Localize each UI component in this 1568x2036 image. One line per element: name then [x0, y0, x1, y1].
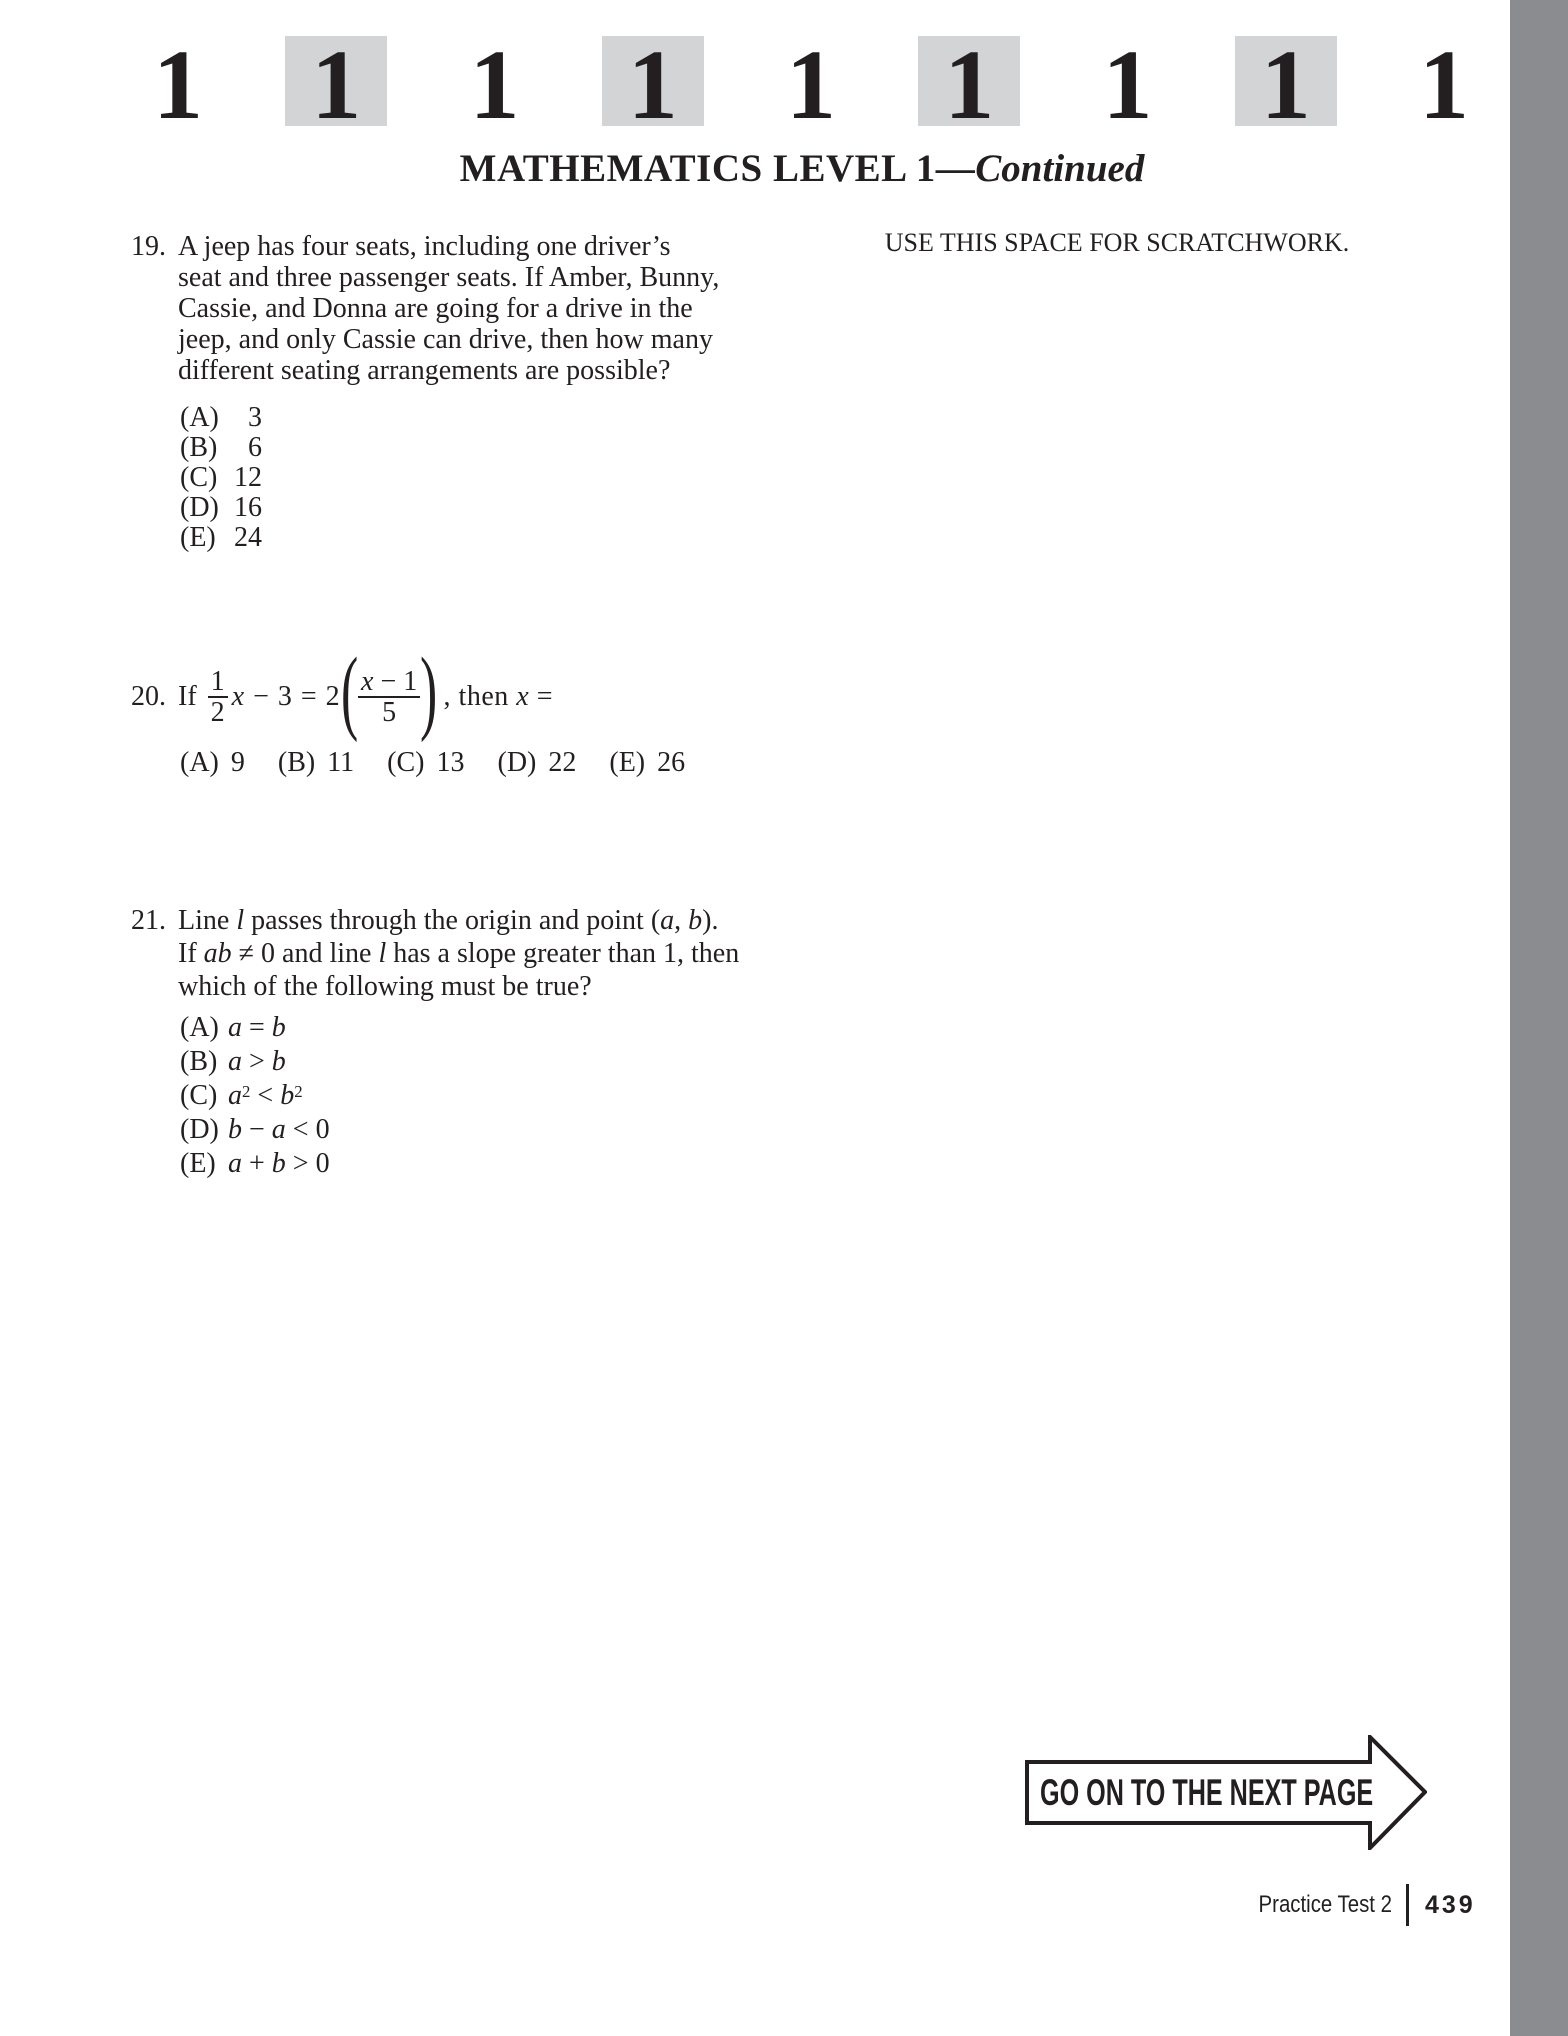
page-footer — [1235, 1884, 1476, 1926]
section-digit-text: 1 — [786, 29, 836, 140]
option-value: a > b — [228, 1046, 286, 1077]
option-value: 22 — [548, 747, 577, 778]
option-value: 26 — [657, 747, 686, 778]
option-label: (D) — [180, 1114, 219, 1145]
question-21-number: 21. — [131, 905, 166, 936]
section-digit — [444, 29, 546, 140]
section-digit-boxed — [918, 29, 1020, 140]
fraction-numerator: 1 — [210, 666, 225, 697]
option-value: a + b > 0 — [228, 1148, 330, 1179]
answer-option-d — [180, 493, 719, 523]
answer-option-a — [180, 1011, 739, 1045]
option-label: (B) — [277, 747, 316, 778]
option-label: (D) — [497, 747, 537, 778]
section-digit-text: 1 — [944, 29, 995, 140]
option-label: (E) — [180, 1148, 216, 1179]
section-digit — [127, 29, 229, 140]
answer-option-b — [278, 748, 354, 778]
option-value: 12 — [234, 462, 262, 493]
option-label: (E) — [609, 747, 646, 778]
answer-option-b — [180, 433, 719, 463]
stem-line: Line l passes through the origin and point (a, b). — [178, 905, 719, 936]
stem-line: different seating arrangements are possible? — [178, 355, 671, 386]
answer-option-a — [180, 748, 245, 778]
section-digit — [1077, 29, 1179, 140]
question-20 — [131, 638, 718, 778]
option-value: 13 — [436, 747, 465, 778]
option-label: (A) — [180, 1012, 219, 1043]
answer-option-c — [387, 748, 464, 778]
option-value: 3 — [248, 402, 262, 433]
scratchwork-heading: USE THIS SPACE FOR SCRATCHWORK. — [884, 228, 1350, 257]
question-21 — [131, 904, 739, 1181]
option-value: b − a < 0 — [228, 1114, 330, 1145]
answer-option-e — [609, 748, 685, 778]
question-19-text — [131, 231, 719, 386]
question-19-number: 19. — [131, 231, 166, 262]
option-label: (B) — [180, 1046, 218, 1077]
option-label: (A) — [180, 402, 219, 433]
equation-middle: x − 3 = 2 — [231, 681, 341, 712]
section-digit — [1393, 29, 1495, 140]
fraction-x-minus-1-over-5 — [358, 667, 420, 727]
footer-book-label: Practice Test 2 — [1258, 1891, 1392, 1918]
section-digit-text: 1 — [627, 29, 678, 140]
stem-line: jeep, and only Cassie can drive, then how many — [178, 324, 713, 355]
go-on-arrow — [1025, 1735, 1427, 1850]
question-19 — [131, 231, 719, 553]
page-title-continued: Continued — [975, 147, 1145, 190]
answer-option-e — [180, 523, 719, 553]
section-digit-boxed — [285, 29, 387, 140]
option-label: (B) — [180, 432, 218, 463]
option-value: 11 — [327, 747, 355, 778]
answer-option-c — [180, 1079, 739, 1113]
answer-option-d — [498, 748, 577, 778]
close-paren: ) — [420, 638, 438, 743]
section-digit-text: 1 — [153, 29, 203, 140]
section-digit-text: 1 — [469, 29, 520, 140]
answer-option-d — [180, 1113, 739, 1147]
answer-option-a — [180, 403, 719, 433]
question-21-text — [131, 904, 739, 1003]
question-20-options — [180, 748, 718, 778]
page-edge-gray-bar — [1510, 0, 1568, 2036]
equation-tail: , then x = — [443, 681, 553, 712]
option-value: 9 — [230, 747, 245, 778]
stem-line: seat and three passenger seats. If Amber, Bunny, — [178, 262, 720, 293]
answer-option-c — [180, 463, 719, 493]
footer-page-number: 439 — [1424, 1890, 1476, 1919]
question-20-equation — [131, 638, 718, 743]
question-19-options — [180, 403, 719, 553]
section-digit-text: 1 — [1419, 29, 1469, 140]
stem-line: Cassie, and Donna are going for a drive in the — [178, 293, 693, 324]
option-label: (C) — [387, 747, 425, 778]
question-20-number: 20. — [131, 681, 166, 712]
option-value: $a^2 < b^2$ — [228, 1080, 303, 1111]
footer-divider — [1406, 1884, 1409, 1926]
question-21-options — [180, 1011, 739, 1181]
fraction-numerator: x − 1 — [361, 666, 418, 697]
stem-line: A jeep has four seats, including one driver’s — [178, 231, 671, 262]
option-label: (D) — [180, 492, 219, 523]
question-21-stem — [178, 904, 739, 1003]
section-digit-boxed — [602, 29, 704, 140]
option-label: (E) — [180, 522, 216, 553]
page-title — [284, 146, 1320, 191]
page-title-main: MATHEMATICS LEVEL 1 — [459, 147, 936, 190]
answer-option-e — [180, 1147, 739, 1181]
question-19-stem — [178, 231, 719, 386]
option-value: 6 — [248, 432, 262, 463]
section-digit-text: 1 — [1102, 29, 1153, 140]
open-paren: ( — [340, 638, 358, 743]
option-label: (C) — [180, 1080, 218, 1111]
section-number-header — [127, 29, 1495, 140]
section-digit-text: 1 — [1260, 29, 1311, 140]
equation-lead: If — [178, 681, 197, 712]
section-digit — [760, 29, 862, 140]
fraction-one-half — [208, 667, 228, 727]
option-label: (C) — [180, 462, 218, 493]
section-digit-text: 1 — [311, 29, 362, 140]
fraction-denominator: 5 — [358, 696, 420, 727]
go-on-arrow-label: GO ON TO THE NEXT PAGE — [1040, 1771, 1374, 1813]
option-value: 16 — [234, 492, 262, 523]
fraction-denominator: 2 — [208, 696, 228, 727]
stem-line: If ab ≠ 0 and line l has a slope greater than 1, then — [178, 938, 740, 969]
option-label: (A) — [180, 747, 219, 778]
page-title-dash: — — [935, 147, 976, 190]
answer-option-b — [180, 1045, 739, 1079]
section-digit-boxed — [1235, 29, 1337, 140]
option-value: 24 — [234, 522, 262, 553]
stem-line: which of the following must be true? — [178, 971, 592, 1002]
option-value: a = b — [228, 1012, 286, 1043]
